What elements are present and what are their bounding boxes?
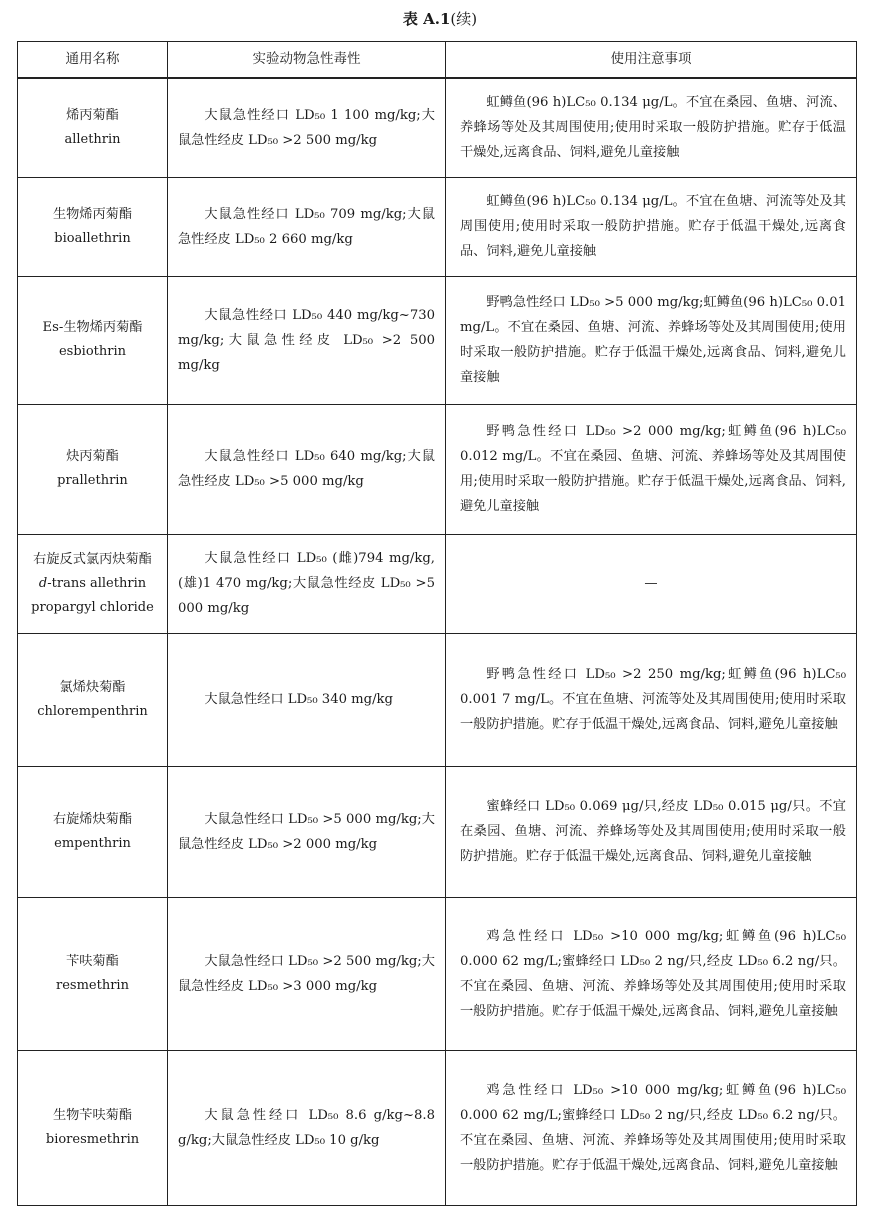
table-row: [18, 404, 857, 534]
name-en: bioallethrin: [54, 230, 131, 246]
toxicity-cell: 大鼠急性经口 LD₅₀ >2 500 mg/kg;大鼠急性经皮 LD₅₀ >3 000 mg/kg: [168, 897, 446, 1050]
header-common-name: 通用名称: [18, 42, 168, 79]
name-en-main: -trans allethrin: [47, 575, 147, 591]
toxicity-cell: 大鼠急性经口 LD₅₀ 340 mg/kg: [168, 633, 446, 766]
header-row: [18, 42, 857, 79]
common-name-cell: [18, 276, 168, 404]
notes-cell: —: [446, 534, 857, 633]
name-en: prallethrin: [57, 473, 128, 488]
common-name-cell: [18, 404, 168, 534]
name-en: bioresmethrin: [45, 1131, 140, 1147]
table-caption-continued: (续): [450, 10, 478, 28]
name-en-prefix: d: [38, 575, 48, 591]
name-cn: 苄呋菊酯: [66, 953, 119, 969]
name-cn: 烯丙菊酯: [66, 107, 119, 123]
common-name-cell: [18, 78, 168, 177]
toxicity-cell: 大鼠急性经口 LD₅₀ (雌)794 mg/kg,(雄)1 470 mg/kg;大鼠急性经皮 LD₅₀ >5 000 mg/kg: [168, 534, 446, 633]
notes-cell: 野鸭急性经口 LD₅₀ >5 000 mg/kg;虹鳟鱼(96 h)LC₅₀ 0.01 mg/L。不宜在桑园、鱼塘、河流、养蜂场等处及其周围使用;使用时采取一般防护措施。贮存于低温干燥处,远离食品、饲料,避免儿童接触: [446, 276, 857, 404]
common-name-cell: [18, 177, 168, 276]
name-cn: 生物苄呋菊酯: [52, 1107, 133, 1123]
notes-cell: 野鸭急性经口 LD₅₀ >2 250 mg/kg;虹鳟鱼(96 h)LC₅₀ 0.001 7 mg/L。不宜在鱼塘、河流等处及其周围使用;使用时采取一般防护措施。贮存于低温干燥处,远离食品、饲料,避免儿童接触: [446, 633, 857, 766]
table-caption-title: 表 A.1: [402, 10, 451, 28]
common-name-cell: [18, 1050, 168, 1205]
notes-cell: 鸡急性经口 LD₅₀ >10 000 mg/kg;虹鳟鱼(96 h)LC₅₀ 0.000 62 mg/L;蜜蜂经口 LD₅₀ 2 ng/只,经皮 LD₅₀ 6.2 ng/只。不宜在桑园、鱼塘、河流、养蜂场等处及其周围使用;使用时采取一般防护措施。贮存于低温干燥处,远离食品、饲料,避免儿童接触: [446, 1050, 857, 1205]
table-row: [18, 897, 857, 1050]
table-row: [18, 1050, 857, 1205]
name-en: allethrin: [64, 131, 121, 147]
notes-cell: 鸡急性经口 LD₅₀ >10 000 mg/kg;虹鳟鱼(96 h)LC₅₀ 0.000 62 mg/L;蜜蜂经口 LD₅₀ 2 ng/只,经皮 LD₅₀ 6.2 ng/只。不宜在桑园、鱼塘、河流、养蜂场等处及其周围使用;使用时采取一般防护措施。贮存于低温干燥处,远离食品、饲料,避免儿童接触: [446, 897, 857, 1050]
toxicity-cell: 大鼠急性经口 LD₅₀ 440 mg/kg~730 mg/kg;大鼠急性经皮 LD₅₀ >2 500 mg/kg: [168, 276, 446, 404]
name-en: resmethrin: [56, 977, 129, 993]
name-cn: 生物烯丙菊酯: [52, 206, 133, 222]
toxicity-cell: 大鼠急性经口 LD₅₀ 709 mg/kg;大鼠急性经皮 LD₅₀ 2 660 mg/kg: [168, 177, 446, 276]
name-en: empenthrin: [54, 835, 131, 851]
pesticide-table: [17, 41, 857, 1206]
common-name-cell: [18, 897, 168, 1050]
common-name-cell: [18, 534, 168, 633]
table-row: [18, 78, 857, 177]
table-row: [18, 177, 857, 276]
name-cn: 右旋烯炔菊酯: [52, 811, 133, 827]
header-usage-notes: 使用注意事项: [446, 42, 857, 79]
notes-cell: 虹鳟鱼(96 h)LC₅₀ 0.134 μg/L。不宜在鱼塘、河流等处及其周围使用;使用时采取一般防护措施。贮存于低温干燥处,远离食品、饲料,避免儿童接触: [446, 177, 857, 276]
table-row: [18, 633, 857, 766]
toxicity-cell: 大鼠急性经口 LD₅₀ 640 mg/kg;大鼠急性经皮 LD₅₀ >5 000 mg/kg: [168, 404, 446, 534]
table-caption: [0, 8, 880, 29]
name-en: [39, 576, 146, 591]
common-name-cell: [18, 766, 168, 897]
name-en-line2: propargyl chloride: [31, 599, 154, 615]
toxicity-cell: 大鼠急性经口 LD₅₀ 8.6 g/kg~8.8 g/kg;大鼠急性经皮 LD₅₀ 10 g/kg: [168, 1050, 446, 1205]
table-row: [18, 766, 857, 897]
name-en: esbiothrin: [58, 344, 126, 359]
name-cn: 炔丙菊酯: [66, 449, 119, 464]
name-en: chlorempenthrin: [37, 703, 148, 719]
table-row: [18, 276, 857, 404]
notes-cell: 虹鳟鱼(96 h)LC₅₀ 0.134 μg/L。不宜在桑园、鱼塘、河流、养蜂场等处及其周围使用;使用时采取一般防护措施。贮存于低温干燥处,远离食品、饲料,避免儿童接触: [446, 78, 857, 177]
toxicity-cell: 大鼠急性经口 LD₅₀ >5 000 mg/kg;大鼠急性经皮 LD₅₀ >2 000 mg/kg: [168, 766, 446, 897]
name-cn: 右旋反式氯丙炔菊酯: [33, 551, 152, 567]
header-acute-toxicity: 实验动物急性毒性: [168, 42, 446, 79]
common-name-cell: [18, 633, 168, 766]
notes-cell: 蜜蜂经口 LD₅₀ 0.069 μg/只,经皮 LD₅₀ 0.015 μg/只。不宜在桑园、鱼塘、河流、养蜂场等处及其周围使用;使用时采取一般防护措施。贮存于低温干燥处,远离食品、饲料,避免儿童接触: [446, 766, 857, 897]
toxicity-cell: 大鼠急性经口 LD₅₀ 1 100 mg/kg;大鼠急性经皮 LD₅₀ >2 500 mg/kg: [168, 78, 446, 177]
notes-cell: 野鸭急性经口 LD₅₀ >2 000 mg/kg;虹鳟鱼(96 h)LC₅₀ 0.012 mg/L。不宜在桑园、鱼塘、河流、养蜂场等处及其周围使用;使用时采取一般防护措施。贮存于低温干燥处,远离食品、饲料,避免儿童接触: [446, 404, 857, 534]
name-cn: Es-生物烯丙菊酯: [42, 320, 143, 335]
table-row: [18, 534, 857, 633]
name-cn: 氯烯炔菊酯: [59, 679, 126, 695]
